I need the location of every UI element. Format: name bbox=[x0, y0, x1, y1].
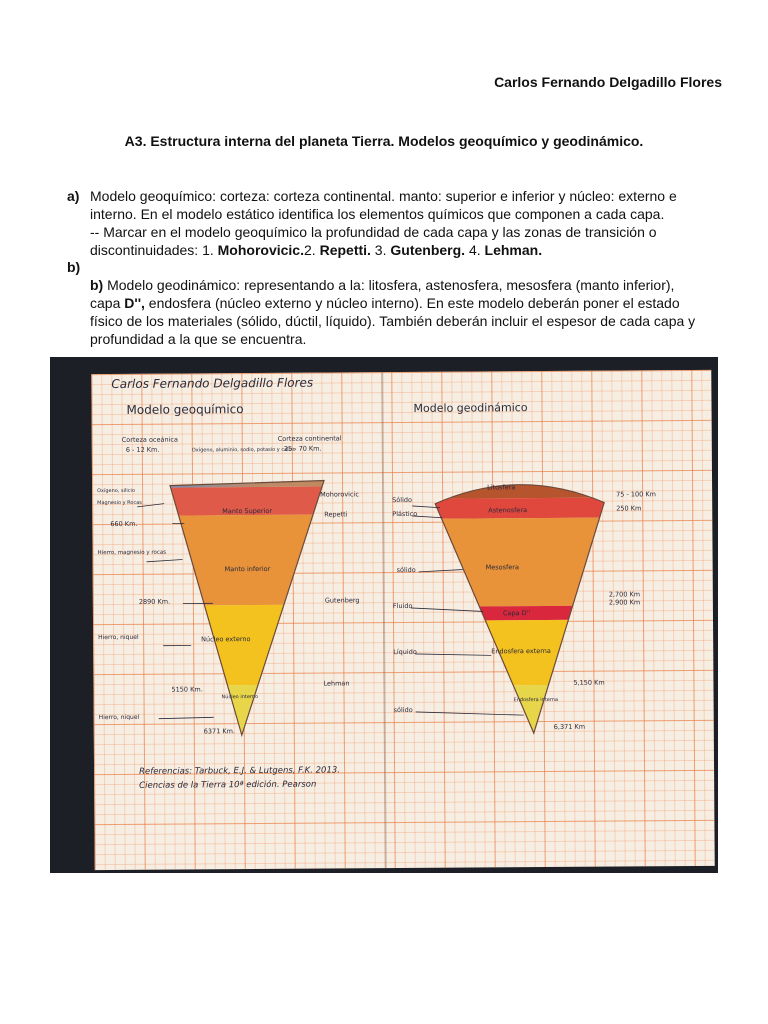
label-state-solid2: sólido bbox=[396, 565, 416, 575]
label-lehman: Lehman bbox=[323, 679, 350, 688]
label-oceanic-crust: Corteza oceánica bbox=[121, 435, 178, 444]
item-a-line1: Modelo geoquímico: corteza: corteza continental. manto: superior e inferior y núcleo: externo e bbox=[90, 188, 677, 204]
item-b-label-row bbox=[67, 258, 80, 276]
item-b-line4: profundidad a la que se encuentra. bbox=[90, 331, 307, 347]
label-mesosphere: Mesosfera bbox=[485, 563, 519, 572]
label-outer-core-elements: Hierro, niquel bbox=[98, 633, 139, 642]
discontinuity-gutenberg: Gutenberg. bbox=[390, 242, 466, 258]
label-asthenosphere: Astenosfera bbox=[488, 506, 528, 515]
label-state-liquid: Líquido bbox=[393, 647, 417, 657]
discontinuity-repetti: Repetti. bbox=[319, 242, 371, 258]
item-a-line2: interno. En el modelo estático identifica los elementos químicos que componen a cada capa. bbox=[90, 206, 665, 222]
left-outer-core-band bbox=[153, 604, 354, 688]
item-b-line1: b) Modelo geodinámico: representando a la: litosfera, astenosfera, mesosfera (manto inferior), bbox=[90, 277, 675, 293]
label-outer-core: Núcleo externo bbox=[201, 635, 251, 644]
label-depth-lithosphere: 75 - 100 Km bbox=[616, 490, 656, 499]
label-inner-core: Núcleo interno bbox=[221, 694, 259, 701]
label-repetti: Repetti bbox=[324, 510, 348, 519]
item-b-label: b) bbox=[67, 259, 81, 275]
label-oceanic-thickness: 6 - 12 Km. bbox=[125, 445, 160, 454]
item-a-body bbox=[90, 187, 730, 259]
label-depth-660: 660 Km. bbox=[110, 519, 138, 529]
item-b bbox=[67, 276, 727, 348]
sheet-author: Carlos Fernando Delgadillo Flores bbox=[111, 375, 314, 392]
left-title: Modelo geoquímico bbox=[126, 402, 244, 417]
item-b-line3: físico de los materiales (sólido, dúctil, líquido). También deberán incluir el espesor de cada capa y bbox=[90, 313, 696, 329]
label-lower-mantle-elements: Hierro, magnesio y rocas bbox=[97, 549, 167, 557]
label-gutenberg: Gutenberg bbox=[324, 596, 360, 605]
item-b-body bbox=[90, 276, 730, 348]
reference-line2: Ciencias de la Tierra 10ª edición. Pearson bbox=[139, 779, 317, 791]
label-state-solid3: sólido bbox=[393, 705, 413, 715]
label-moho: Mohorovicic bbox=[320, 490, 359, 499]
label-crust-elements: Oxígeno, aluminio, sodio, potasio y calcio bbox=[191, 446, 296, 454]
label-depth-d2: 2,900 Km bbox=[608, 598, 641, 607]
label-depth-2890: 2890 Km. bbox=[138, 597, 171, 606]
label-lithosphere: Litosfera bbox=[487, 483, 516, 492]
reference-line1: Referencias: Tarbuck, E.J. & Lutgens, F.K. 2013. bbox=[139, 765, 341, 777]
label-depth-asthenosphere: 250 Km bbox=[616, 504, 642, 513]
label-silicates: Oxígeno, silicio bbox=[97, 487, 136, 495]
label-upper-mantle-elements: Magnesio y Rocas bbox=[97, 499, 142, 507]
label-inner-core-elements: Hierro, niquel bbox=[98, 713, 140, 722]
discontinuity-moho: Mohorovicic. bbox=[217, 242, 304, 258]
label-depth-6371: 6371 Km. bbox=[203, 727, 236, 736]
graph-paper-sheet bbox=[91, 370, 714, 870]
earth-models-photo bbox=[50, 357, 718, 873]
author-name: Carlos Fernando Delgadillo Flores bbox=[494, 74, 722, 90]
label-d-layer: Capa D'' bbox=[502, 609, 531, 618]
label-state-plastic: Plástico bbox=[392, 509, 418, 519]
label-continental-crust: Corteza continental bbox=[277, 434, 342, 443]
item-a-label: a) bbox=[67, 188, 80, 204]
discontinuity-lehman: Lehman. bbox=[484, 242, 543, 258]
label-depth-5150: 5150 Km. bbox=[171, 685, 203, 694]
right-title: Modelo geodinámico bbox=[413, 401, 528, 415]
hand-drawing bbox=[91, 370, 714, 870]
label-depth-5150-right: 5,150 Km bbox=[573, 678, 605, 687]
right-mesosphere-band bbox=[422, 517, 623, 606]
right-lithosphere-band bbox=[422, 465, 622, 498]
item-b-line2: capa D'', endosfera (núcleo externo y núcleo interno). En este modelo deberán poner el estado bbox=[90, 295, 680, 311]
item-a bbox=[67, 187, 727, 259]
label-lower-mantle: Manto inferior bbox=[224, 564, 271, 574]
label-outer-endosphere: Endosfera externa bbox=[491, 646, 551, 656]
label-upper-mantle: Manto Superior bbox=[222, 506, 273, 516]
label-depth-6371-right: 6,371 Km bbox=[553, 722, 586, 731]
label-state-fluid: Fluido bbox=[392, 601, 413, 611]
label-depth-d1: 2,700 Km bbox=[608, 590, 641, 599]
label-state-solid1: Sólido bbox=[392, 495, 413, 505]
label-continental-thickness: 25 - 70 Km. bbox=[283, 444, 322, 453]
item-a-line4: discontinuidades: 1. Mohorovicic.2. Repetti. 3. Gutenberg. 4. Lehman. bbox=[90, 242, 543, 258]
item-a-line3: -- Marcar en el modelo geoquímico la profundidad de cada capa y las zonas de transición o bbox=[90, 224, 657, 240]
document-title: A3. Estructura interna del planeta Tierra. Modelos geoquímico y geodinámico. bbox=[124, 133, 644, 149]
label-inner-endosphere: Endosfera interna bbox=[513, 696, 559, 704]
